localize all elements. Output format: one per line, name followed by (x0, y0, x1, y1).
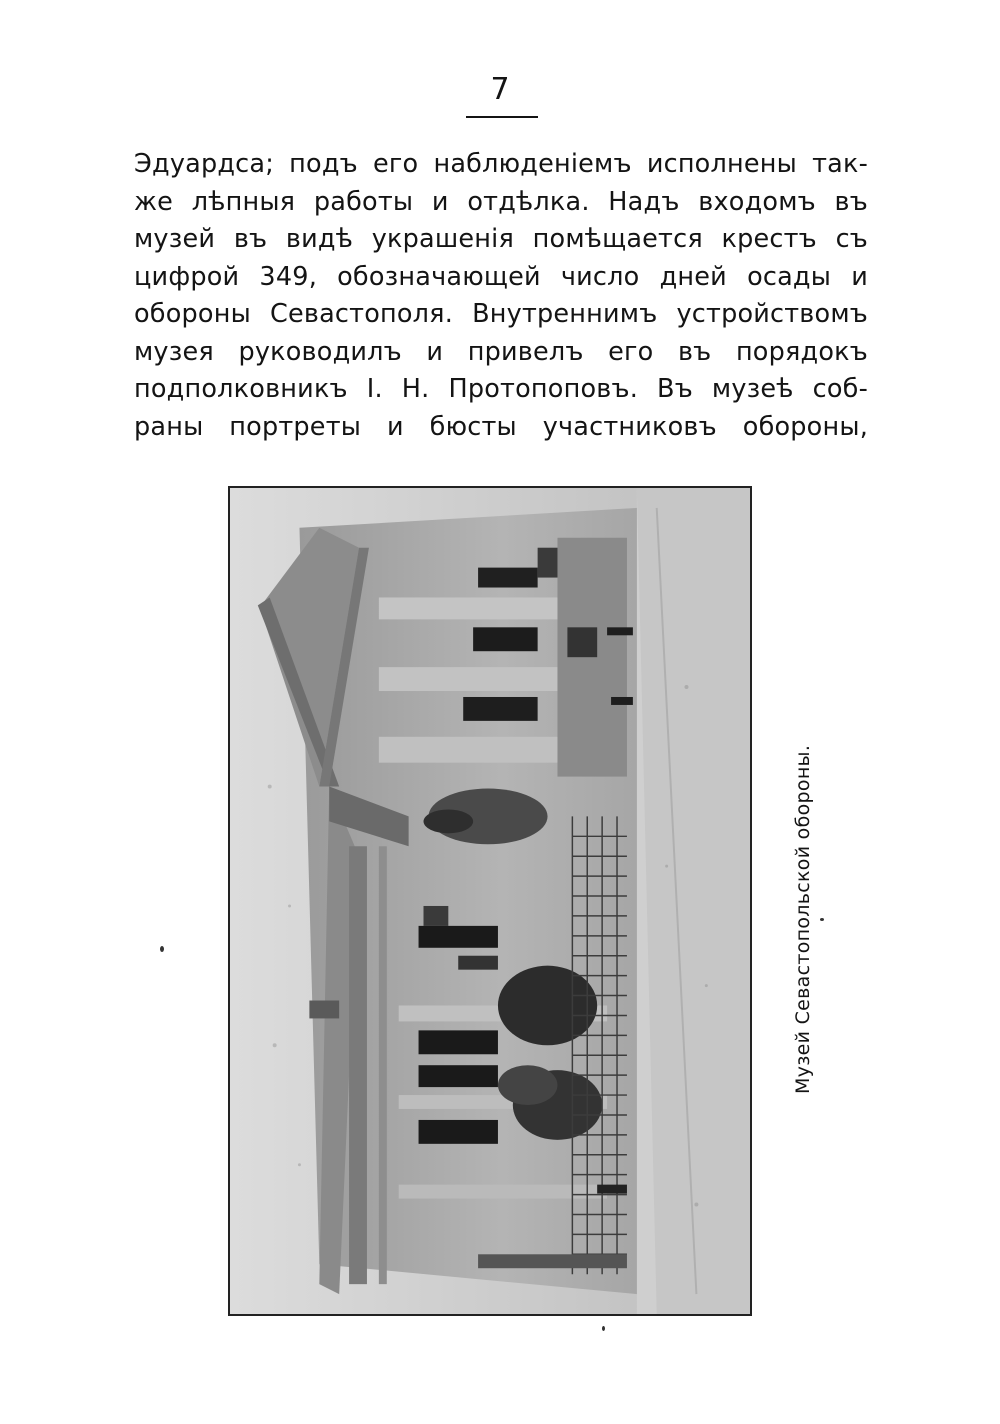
text-line: обороны Севастополя. Внутреннимъ устройствомъ (134, 299, 868, 329)
print-speck (602, 1326, 605, 1331)
text-line: Эдуардса; подъ его наблюденіемъ исполнены так- (134, 149, 868, 179)
text-line: подполковникъ І. Н. Протопоповъ. Въ музеѣ соб- (134, 374, 868, 404)
print-speck (820, 918, 824, 921)
figure-caption: Музей Севастопольской обороны. (792, 744, 814, 1094)
museum-photo (228, 486, 752, 1316)
text-line: раны портреты и бюсты участниковъ обороны, (134, 411, 868, 442)
text-line: музея руководилъ и привелъ его въ порядокъ (134, 336, 868, 367)
text-line: цифрой 349, обозначающей число дней осады и (134, 261, 868, 292)
text-line: же лѣпныя работы и отдѣлка. Надъ входомъ въ (134, 186, 868, 217)
body-text (134, 146, 868, 446)
page-number: 7 (490, 72, 510, 107)
museum-photo-illustration (230, 488, 750, 1314)
print-speck (160, 946, 164, 952)
page-number-rule (466, 116, 538, 118)
text-line: музей въ видѣ украшенія помѣщается крестъ съ (134, 224, 868, 254)
